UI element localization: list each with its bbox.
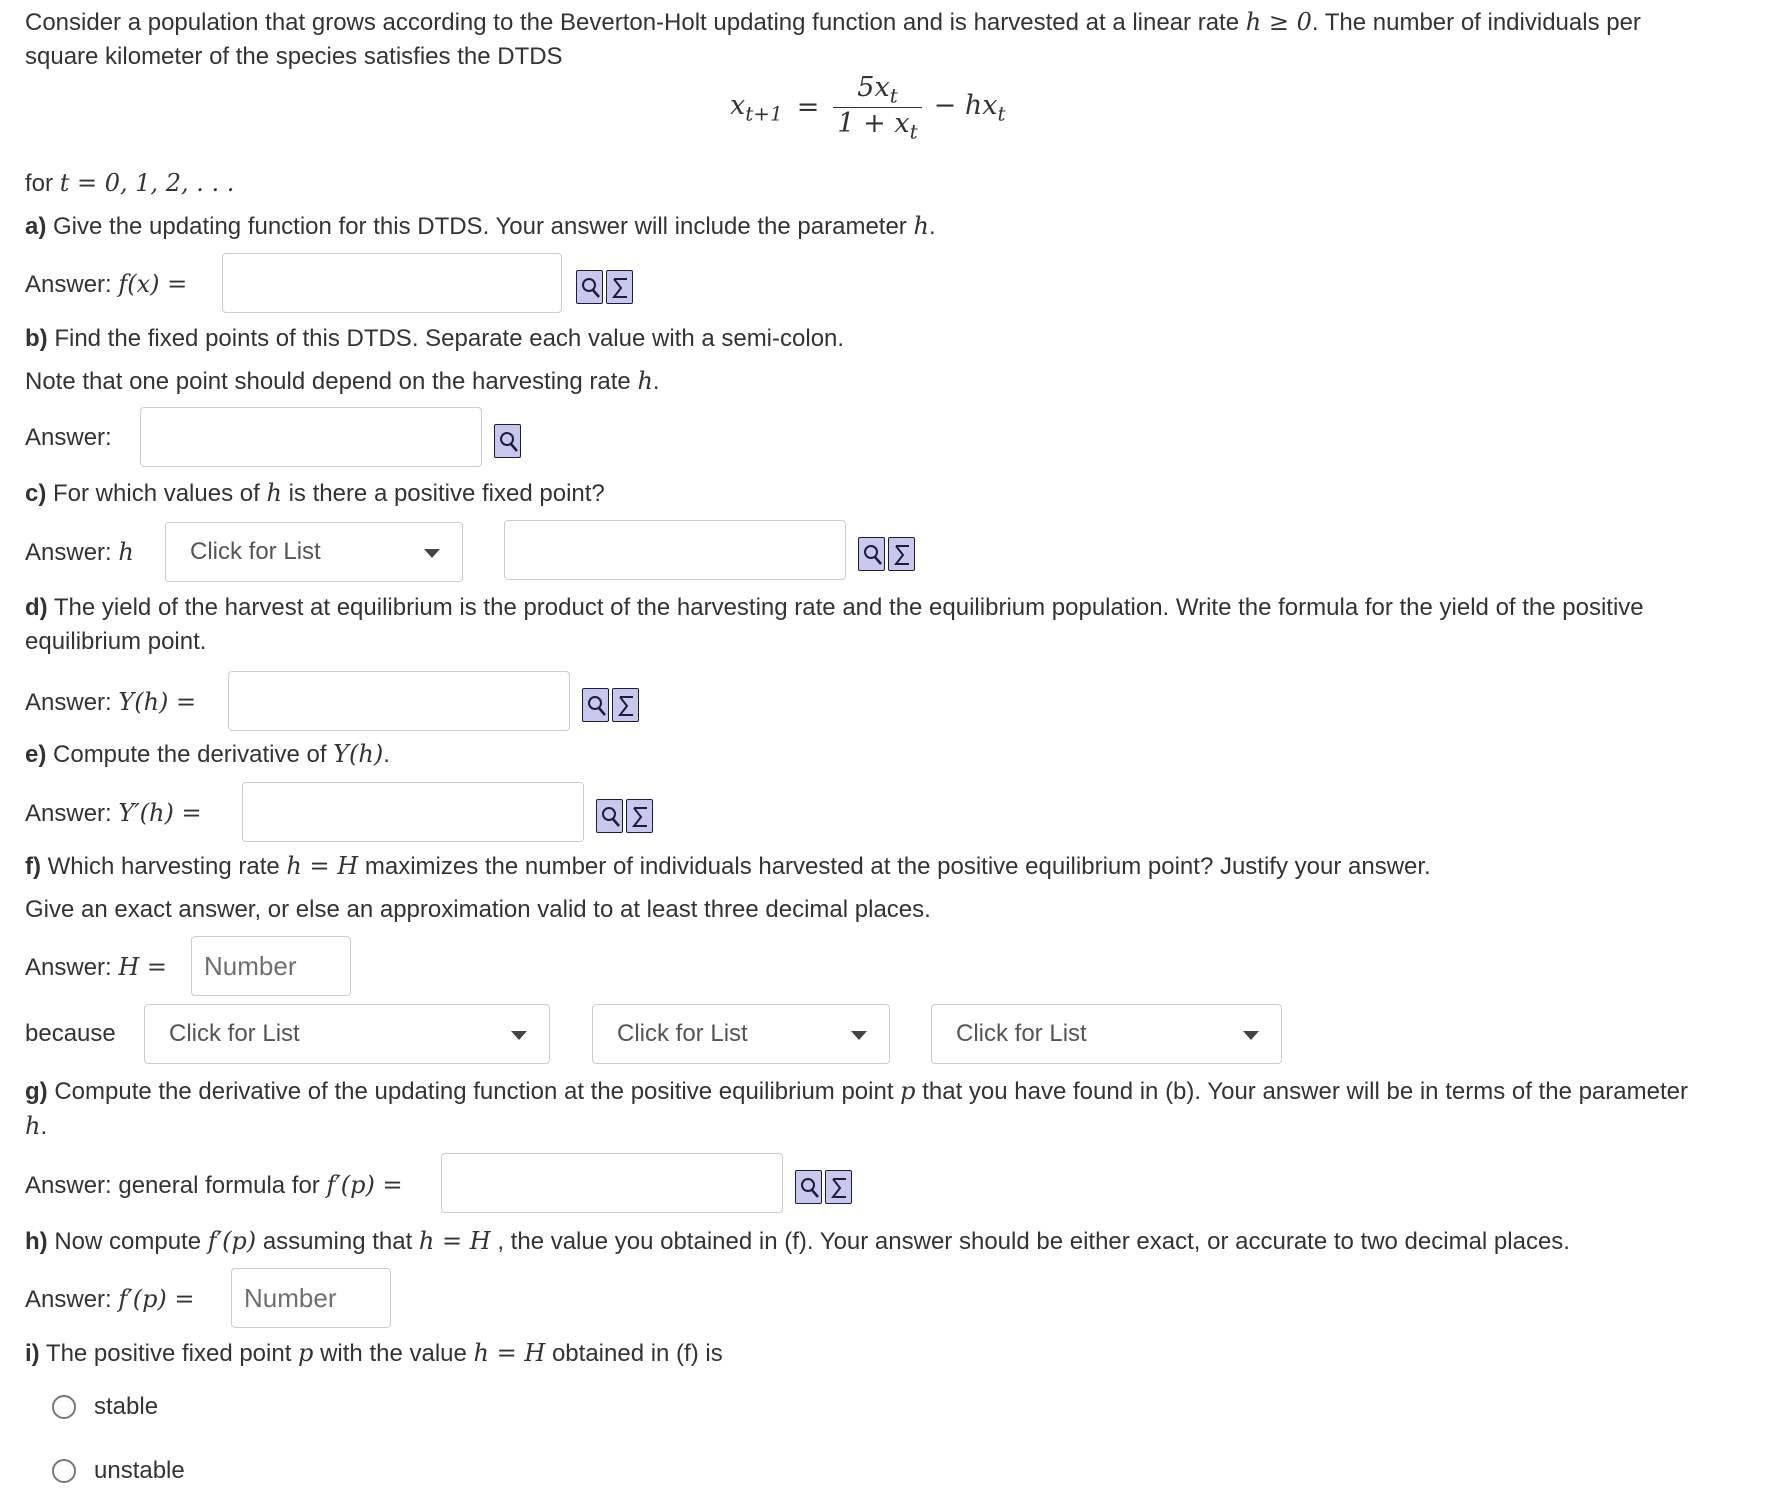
because-label: because bbox=[25, 1020, 116, 1047]
answer-c-input[interactable] bbox=[504, 520, 846, 580]
answer-c-label: Answer: h bbox=[25, 538, 134, 566]
because-dropdown-2[interactable]: Click for List bbox=[592, 1004, 890, 1064]
question-b-note: Note that one point should depend on the harvesting rate h. bbox=[25, 367, 660, 395]
answer-a-input[interactable] bbox=[222, 253, 562, 313]
radio-stable[interactable]: stable bbox=[52, 1393, 158, 1421]
question-a: a) Give the updating function for this DTDS. Your answer will include the parameter h. bbox=[25, 212, 936, 240]
question-h: h) Now compute f′(p) assuming that h = H , the value you obtained in (f). Your answer should be either exact, or accurate to two decimal places. bbox=[25, 1227, 1570, 1255]
question-f-note: Give an exact answer, or else an approximation valid to at least three decimal places. bbox=[25, 896, 931, 923]
radio-unstable[interactable]: unstable bbox=[52, 1457, 185, 1485]
preview-icon[interactable] bbox=[494, 424, 521, 458]
answer-f-number-input[interactable] bbox=[191, 936, 351, 996]
answer-c-dropdown[interactable]: Click for List bbox=[165, 522, 463, 582]
answer-f-label: Answer: H = bbox=[25, 953, 168, 981]
equation-editor-icon[interactable] bbox=[888, 537, 915, 571]
equation-editor-icon[interactable] bbox=[612, 688, 639, 722]
chevron-down-icon bbox=[424, 549, 440, 558]
question-c: c) For which values of h is there a positive fixed point? bbox=[25, 479, 605, 507]
answer-e-label: Answer: Y′(h) = bbox=[25, 799, 202, 827]
because-dropdown-3[interactable]: Click for List bbox=[931, 1004, 1282, 1064]
question-i: i) The positive fixed point p with the value h = H obtained in (f) is bbox=[25, 1339, 723, 1367]
for-t-line: for t = 0, 1, 2, . . . bbox=[25, 169, 235, 197]
radio-circle[interactable] bbox=[52, 1395, 76, 1419]
preview-icon[interactable] bbox=[596, 799, 623, 833]
dtds-equation: $x_{t+1}$ = $\frac{5x_t}{1 + x_t}$ − $hx_t$ bbox=[730, 72, 1006, 144]
chevron-down-icon bbox=[511, 1031, 527, 1040]
preview-icon[interactable] bbox=[576, 270, 603, 304]
question-b: b) Find the fixed points of this DTDS. Separate each value with a semi-colon. bbox=[25, 325, 845, 352]
answer-d-input[interactable] bbox=[228, 671, 570, 731]
preview-icon[interactable] bbox=[582, 688, 609, 722]
answer-a-label: Answer: f(x) = bbox=[25, 270, 188, 298]
answer-b-input[interactable] bbox=[140, 407, 482, 467]
equation-editor-icon[interactable] bbox=[626, 799, 653, 833]
answer-b-label: Answer: bbox=[25, 424, 112, 451]
intro-text: Consider a population that grows according to the Beverton-Holt updating function and is harvested at a linear rate h ≥ 0. The number of individuals per square kilometer of the species satisfies the DTDS bbox=[25, 8, 1641, 70]
chevron-down-icon bbox=[1243, 1031, 1259, 1040]
radio-circle[interactable] bbox=[52, 1459, 76, 1483]
answer-g-input[interactable] bbox=[441, 1153, 783, 1213]
answer-g-label: Answer: general formula for f′(p) = bbox=[25, 1171, 403, 1199]
question-e: e) Compute the derivative of Y(h). bbox=[25, 740, 390, 768]
because-dropdown-1[interactable]: Click for List bbox=[144, 1004, 550, 1064]
equation-editor-icon[interactable] bbox=[825, 1170, 852, 1204]
answer-d-label: Answer: Y(h) = bbox=[25, 688, 197, 716]
equation-fraction: $\frac{5x_t}{1 + x_t}$ bbox=[833, 72, 921, 144]
question-f: f) Which harvesting rate h = H maximizes the number of individuals harvested at the positive equilibrium point? Justify your answer. bbox=[25, 852, 1431, 880]
answer-h-number-input[interactable] bbox=[231, 1268, 391, 1328]
equation-editor-icon[interactable] bbox=[606, 270, 633, 304]
answer-h-label: Answer: f′(p) = bbox=[25, 1285, 195, 1313]
preview-icon[interactable] bbox=[795, 1170, 822, 1204]
answer-e-input[interactable] bbox=[242, 782, 584, 842]
preview-icon[interactable] bbox=[858, 537, 885, 571]
chevron-down-icon bbox=[851, 1031, 867, 1040]
question-d: d) The yield of the harvest at equilibrium is the product of the harvesting rate and the equilibrium population. Write the formula for the yield of the positive equilibrium point. bbox=[25, 594, 1644, 655]
question-g: g) Compute the derivative of the updating function at the positive equilibrium point p that you have found in (b). Your answer will be in terms of the parameter h. bbox=[25, 1077, 1688, 1140]
